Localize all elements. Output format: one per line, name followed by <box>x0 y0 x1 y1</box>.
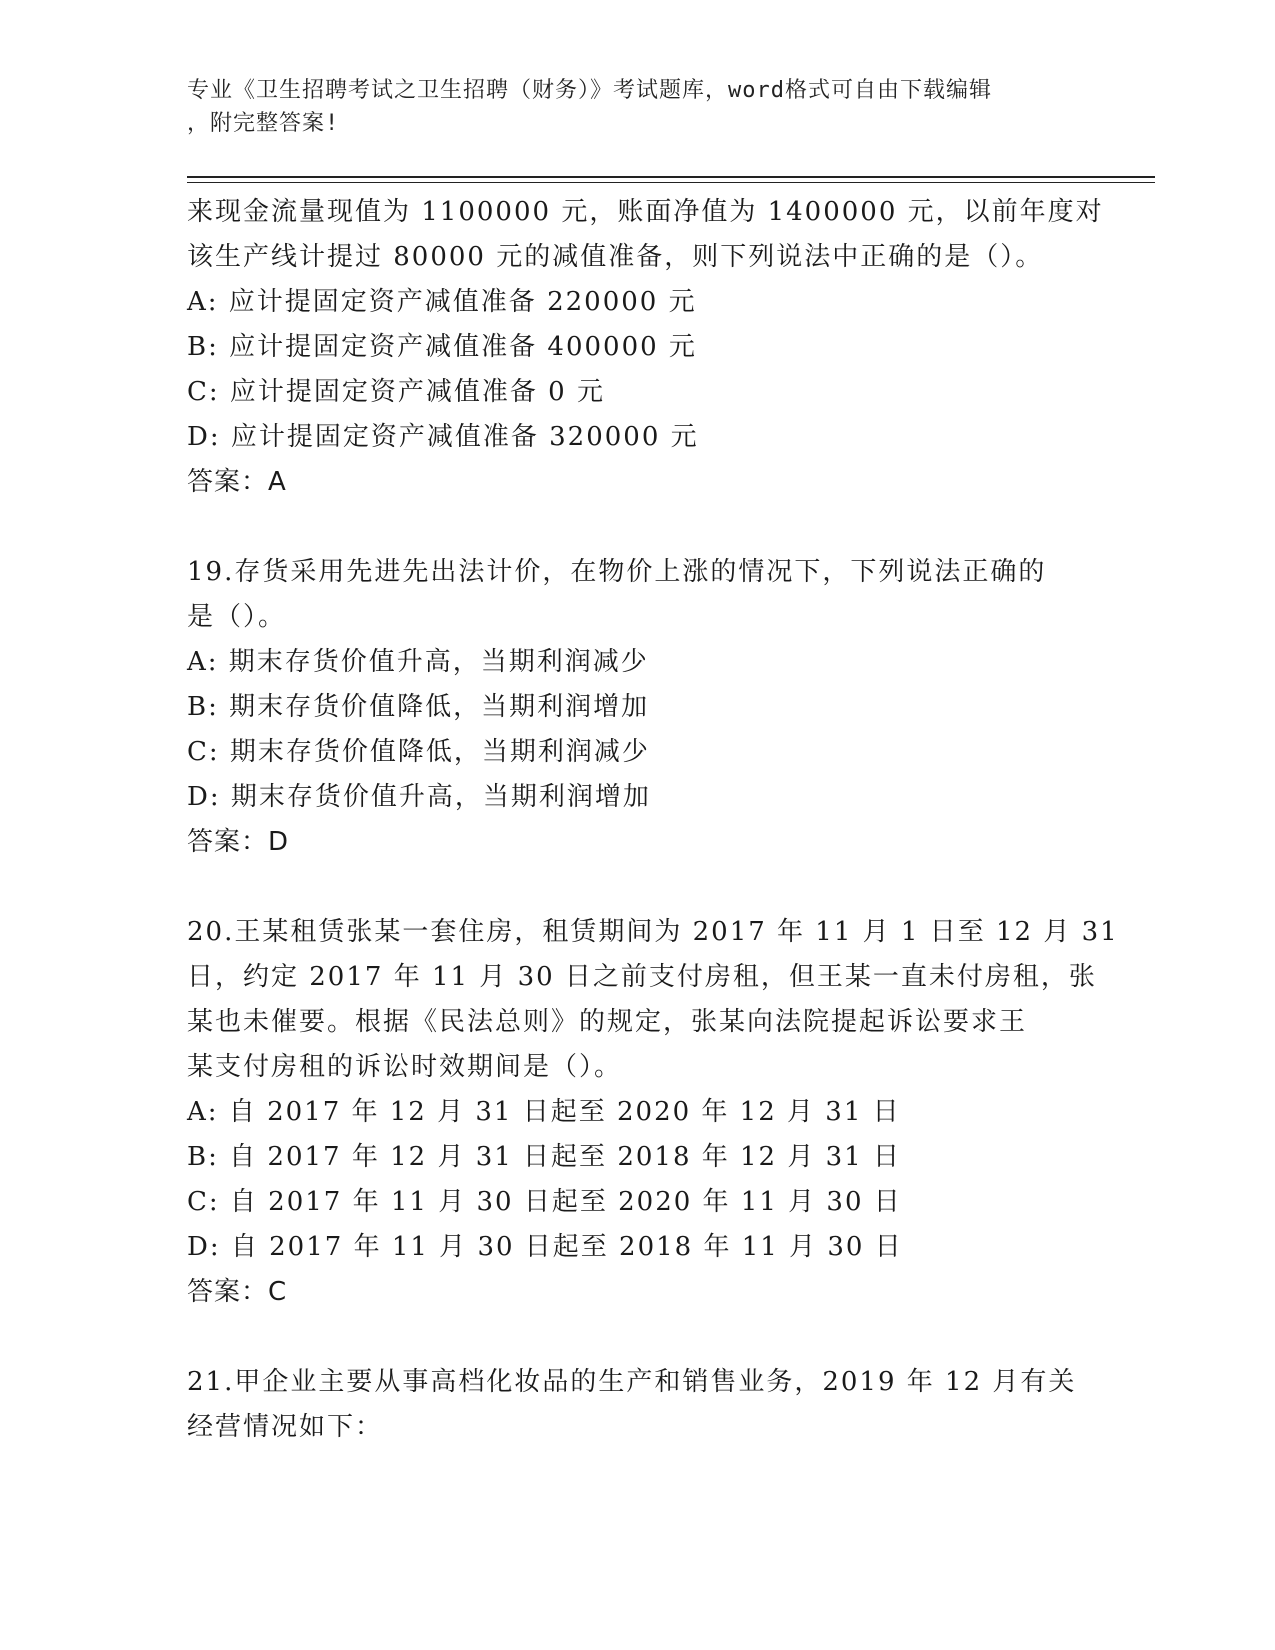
option-c: C: 期末存货价值降低，当期利润减少 <box>187 737 650 767</box>
answer-line: 答案：A <box>187 467 287 497</box>
question-text-line: 是（）。 <box>187 602 287 632</box>
question-block <box>187 1360 1087 1450</box>
answer-line: 答案：C <box>187 1277 288 1307</box>
option-c: C: 应计提固定资产减值准备 0 元 <box>187 377 605 407</box>
option-d: D: 自 2017 年 11 月 30 日起至 2018 年 11 月 30 日 <box>187 1232 903 1262</box>
option-b: B: 自 2017 年 12 月 31 日起至 2018 年 12 月 31 日 <box>187 1142 901 1172</box>
question-block <box>187 550 1087 865</box>
option-d: D: 应计提固定资产减值准备 320000 元 <box>187 422 699 452</box>
question-block <box>187 190 1104 505</box>
question-text-line: 经营情况如下： <box>187 1412 384 1442</box>
header-line: 专业《卫生招聘考试之卫生招聘（财务）》考试题库，word格式可自由下载编辑 <box>187 78 992 103</box>
spacer <box>187 865 1087 910</box>
question-text-line: 19.存货采用先进先出法计价，在物价上涨的情况下，下列说法正确的 <box>187 557 1047 587</box>
question-text-line: 某支付房租的诉讼时效期间是（）。 <box>187 1052 623 1082</box>
header-divider <box>187 176 1155 178</box>
option-c: C: 自 2017 年 11 月 30 日起至 2020 年 11 月 30 日 <box>187 1187 902 1217</box>
option-a: A: 应计提固定资产减值准备 220000 元 <box>187 287 697 317</box>
question-text-line: 21.甲企业主要从事高档化妆品的生产和销售业务，2019 年 12 月有关 <box>187 1367 1077 1397</box>
option-a: A: 期末存货价值升高，当期利润减少 <box>187 647 649 677</box>
option-b: B: 期末存货价值降低，当期利润增加 <box>187 692 650 722</box>
spacer <box>187 505 1087 550</box>
header-line: ，附完整答案! <box>187 111 340 136</box>
page-header <box>187 74 1067 140</box>
option-a: A: 自 2017 年 12 月 31 日起至 2020 年 12 月 31 日 <box>187 1097 901 1127</box>
question-text-line: 该生产线计提过 80000 元的减值准备，则下列说法中正确的是（）。 <box>187 242 1044 272</box>
question-text-line: 20.王某租赁张某一套住房，租赁期间为 2017 年 11 月 1 日至 12 月 31 <box>187 917 1119 947</box>
spacer <box>187 1315 1087 1360</box>
option-d: D: 期末存货价值升高，当期利润增加 <box>187 782 651 812</box>
question-text-line: 来现金流量现值为 1100000 元，账面净值为 1400000 元，以前年度对 <box>187 197 1104 227</box>
question-list <box>187 190 1119 1450</box>
option-b: B: 应计提固定资产减值准备 400000 元 <box>187 332 697 362</box>
question-text-line: 某也未催要。根据《民法总则》的规定，张某向法院提起诉讼要求王 <box>187 1007 1028 1037</box>
question-block <box>187 910 1119 1315</box>
question-text-line: 日，约定 2017 年 11 月 30 日之前支付房租，但王某一直未付房租，张 <box>187 962 1097 992</box>
header-divider <box>187 182 1155 183</box>
answer-line: 答案：D <box>187 827 290 857</box>
